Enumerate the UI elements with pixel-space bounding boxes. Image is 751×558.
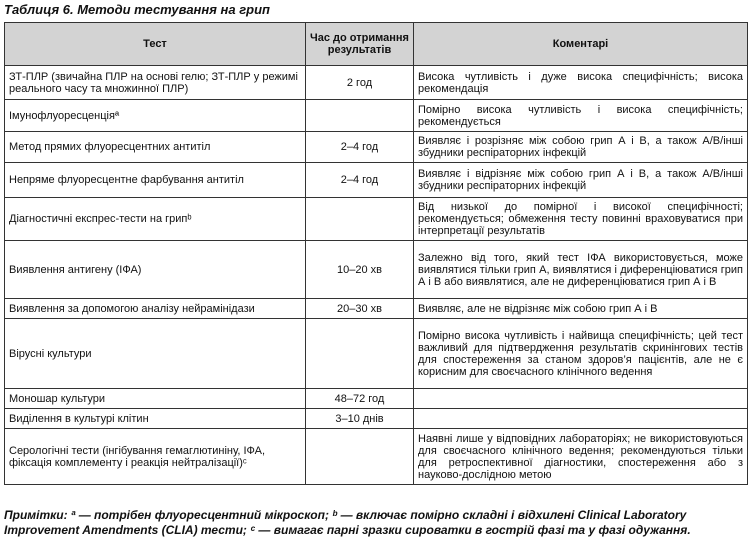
table-row [5,409,748,429]
header-time: Час до отримання результатів [306,23,414,66]
time-cell: 48–72 год [306,389,414,409]
comment-cell: Помірно висока чутливість і висока специфічність; рекомендується [414,100,748,132]
test-cell: Вірусні культури [5,319,306,389]
test-cell: Серологічні тести (інгібування гемаглютиніну, ІФА, фіксація комплементу і реакція нейтралізації)ᶜ [5,429,306,485]
comment-cell: Виявляє і розрізняє між собою грип А і В, а також А/В/інші збудники респіраторних інфекцій [414,132,748,163]
time-cell: 2 год [306,66,414,100]
time-cell: 2–4 год [306,163,414,198]
table-row [5,299,748,319]
test-cell: Виявлення антигену (ІФА) [5,241,306,299]
comment-cell: Висока чутливість і дуже висока специфічність; висока рекомендація [414,66,748,100]
table-row [5,241,748,299]
comment-cell [414,389,748,409]
comment-cell: Помірно висока чутливість і найвища специфічність; цей тест важливий для підтвердження результатів скринінгових тестів для спостереження за станом здоров’я пацієнтів, але не є корисним для своєчасного клінічного ведення [414,319,748,389]
table-row [5,100,748,132]
table-footnote: Примітки: ª — потрібен флуоресцентний мікроскоп; ᵇ — включає помірно складні і відхилені Clinical Laboratory Improvement Amendments (CLIA) тести; ᶜ — вимагає парні зразки сироватки в гострій фазі та у фазі одужання. [4,508,691,537]
time-cell [306,198,414,241]
header-test: Тест [5,23,306,66]
time-cell: 2–4 год [306,132,414,163]
table-row [5,319,748,389]
time-cell [306,100,414,132]
comment-cell: Виявляє і відрізняє між собою грип А і В, а також А/В/інші збудники респіраторних інфекцій [414,163,748,198]
table-row [5,198,748,241]
table-row [5,163,748,198]
test-cell: Виділення в культурі клітин [5,409,306,429]
test-cell: Моношар культури [5,389,306,409]
table-caption: Таблиця 6. Методи тестування на грип [4,2,270,17]
table-row [5,132,748,163]
comment-cell: Наявні лише у відповідних лабораторіях; не використовуються для своєчасного клінічного ведення; рекомендуються тільки для ретроспективної діагностики, спостереження або з науково-дослідною метою [414,429,748,485]
test-cell: Імунофлуоресценціяª [5,100,306,132]
time-cell [306,319,414,389]
header-comments: Коментарі [414,23,748,66]
time-cell: 3–10 днів [306,409,414,429]
time-cell [306,429,414,485]
comment-cell: Виявляє, але не відрізняє між собою грип А і В [414,299,748,319]
time-cell: 20–30 хв [306,299,414,319]
table-row [5,66,748,100]
time-cell: 10–20 хв [306,241,414,299]
table-row [5,389,748,409]
test-cell: Метод прямих флуоресцентних антитіл [5,132,306,163]
test-cell: Виявлення за допомогою аналізу нейрамінідази [5,299,306,319]
influenza-tests-table [4,22,748,485]
comment-cell: Залежно від того, який тест ІФА використовується, може виявлятися тільки грип А, виявлятися і диференціюватися грип А і В або виявлятися, але не диференціюватися грип А і В [414,241,748,299]
test-cell: ЗТ-ПЛР (звичайна ПЛР на основі гелю; ЗТ-ПЛР у режимі реального часу та множинної ПЛР) [5,66,306,100]
test-cell: Непряме флуоресцентне фарбування антитіл [5,163,306,198]
header-row [5,23,748,66]
test-cell: Діагностичні експрес-тести на грипᵇ [5,198,306,241]
comment-cell: Від низької до помірної і високої специфічності; рекомендується; обмеження тесту повинні враховуватися при інтерпретації результатів [414,198,748,241]
table-row [5,429,748,485]
comment-cell [414,409,748,429]
